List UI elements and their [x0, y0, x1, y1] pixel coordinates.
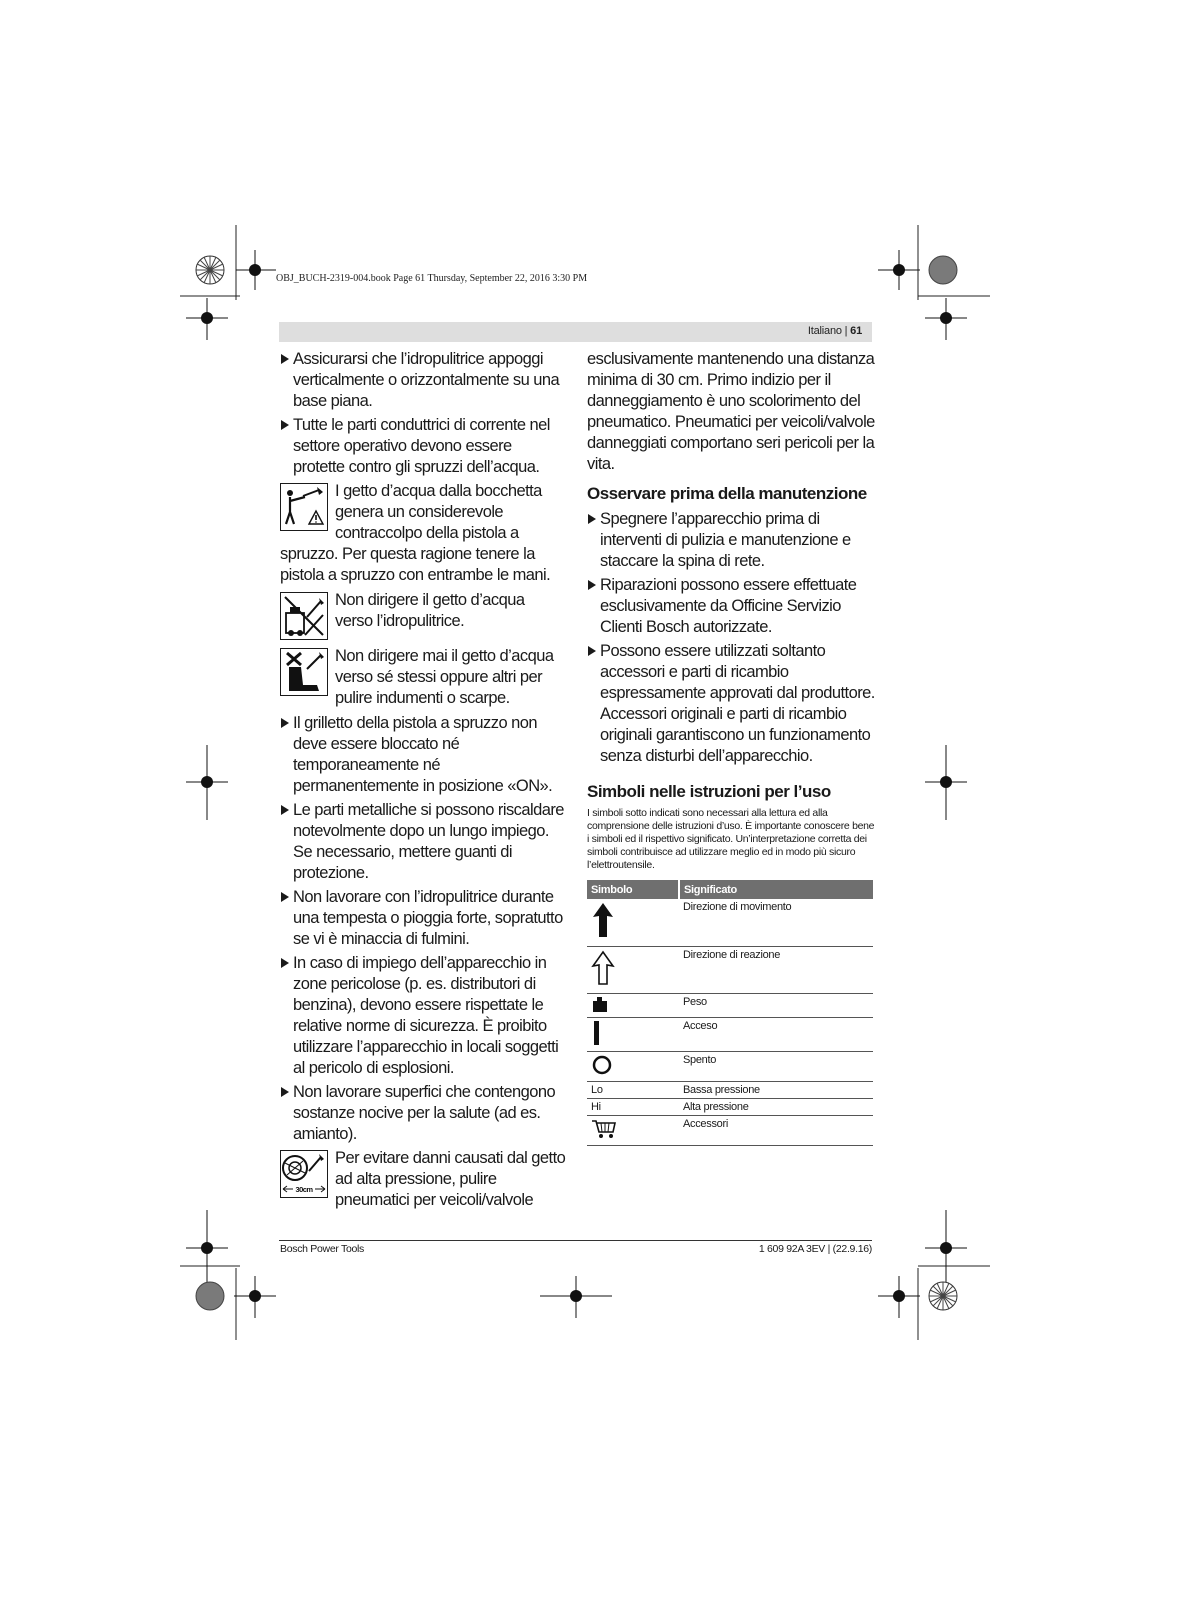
- list-item: Tutte le parti conduttrici di corrente nel settore operativo devono essere protette contro gli spruzzi dell’acqua.: [280, 415, 566, 478]
- bullet-triangle-icon: [281, 718, 289, 728]
- list-item: Non lavorare superfici che contengono sostanze nocive per la salute (ad es. amianto).: [280, 1082, 566, 1145]
- gray-target-bottom-left-icon: [196, 1282, 224, 1310]
- table-row: Peso: [587, 993, 873, 1017]
- list-item: Riparazioni possono essere effettuate esclusivamente da Officine Servizio Clienti Bosch autorizzate.: [587, 575, 877, 638]
- symbols-table: [587, 880, 873, 1146]
- tyre-distance-icon: [280, 1150, 328, 1198]
- maintenance-heading: Osservare prima della manutenzione: [587, 484, 867, 503]
- no-spray-device-paragraph: Non dirigere il getto d’acqua verso l’idropulitrice.: [280, 590, 566, 642]
- list-item: Possono essere utilizzati soltanto accessori e parti di ricambio espressamente approvati dal produttore. Accessori originali e parti di ricambio originali garantiscono un funzionamento senza disturbi dell’apparecchio.: [587, 641, 877, 767]
- table-row: Direzione di reazione: [587, 946, 873, 993]
- list-item: Le parti metalliche si possono riscaldare notevolmente dopo un lungo impiego. Se necessario, mettere guanti di protezione.: [280, 800, 566, 884]
- page-header: [279, 322, 872, 342]
- crosshair-top-right-icon: [878, 250, 920, 290]
- crosshair-left-upper-icon: [186, 298, 228, 340]
- bullet-triangle-icon: [588, 514, 596, 524]
- list-item: Il grilletto della pistola a spruzzo non deve essere bloccato né temporaneamente né permanentemente in posizione «ON».: [280, 713, 566, 797]
- tyre-distance-label: 30cm: [295, 1185, 313, 1194]
- tyre-distance-paragraph: 30cm Per evitare danni causati dal getto ad alta pressione, pulire pneumatici per veicoli/valvole: [280, 1148, 566, 1211]
- crosshair-right-upper-icon: [925, 298, 967, 340]
- crosshair-bottom-left-icon: [234, 1276, 276, 1318]
- list-item: Assicurarsi che l’idropulitrice appoggi verticalmente o orizzontalmente su una base piana.: [280, 349, 566, 412]
- power-on-icon: [591, 1020, 603, 1046]
- power-off-icon: [591, 1054, 613, 1076]
- crosshair-left-middle-icon: [186, 745, 228, 820]
- header-text: [808, 325, 862, 337]
- no-spray-at-people-icon: [280, 648, 328, 696]
- footer-rule: [279, 1240, 872, 1241]
- no-spray-people-paragraph: Non dirigere mai il getto d’acqua verso sé stessi oppure altri per pulire indumenti o scarpe.: [280, 646, 566, 709]
- weight-icon: [591, 996, 609, 1012]
- list-item: In caso di impiego dell’apparecchio in zone pericolose (p. es. distributori di benzina), devono essere rispettate le relative norme di sicurezza. È proibito utilizzare l’apparecchio in locali soggetti al pericolo di esplosioni.: [280, 953, 566, 1079]
- table-row: Acceso: [587, 1017, 873, 1051]
- bullet-triangle-icon: [588, 580, 596, 590]
- crosshair-left-lower-icon: [186, 1210, 228, 1285]
- table-row: Accessori: [587, 1115, 873, 1145]
- bullet-triangle-icon: [281, 1087, 289, 1097]
- table-header-meaning: Significato: [679, 880, 873, 899]
- footer-doc-number: 1 609 92A 3EV | (22.9.16): [758, 1243, 872, 1255]
- header-language: Italiano: [807, 325, 842, 337]
- recoil-warning-paragraph: I getto d’acqua dalla bocchetta genera un considerevole contraccolpo della pistola a spruzzo. Per questa ragione tenere la pistola a spruzzo con entrambe le mani.: [280, 482, 551, 584]
- table-header-symbol: Simbolo: [587, 880, 679, 899]
- star-target-bottom-right-icon: [929, 1282, 957, 1310]
- page-number: 61: [850, 325, 862, 337]
- star-target-top-left-icon: [196, 256, 224, 284]
- no-spray-at-device-icon: [280, 592, 328, 640]
- bullet-triangle-icon: [588, 646, 596, 656]
- list-item: Non lavorare con l’idropulitrice durante una tempesta o pioggia forte, sopratutto se vi è minaccia di fulmini.: [280, 887, 566, 950]
- table-row: Hi Alta pressione: [587, 1098, 873, 1115]
- symbols-intro: I simboli sotto indicati sono necessari alla lettura ed alla comprensione delle istruzioni d’uso. È importante conoscere bene i simboli ed il rispettivo significato. Un’interpretazione corretta dei simboli contribuisce ad utilizzare meglio ed in modo più sicuro l’elettroutensile.: [587, 807, 875, 871]
- bullet-triangle-icon: [281, 805, 289, 815]
- bullet-triangle-icon: [281, 892, 289, 902]
- crosshair-top-left-icon: [236, 250, 276, 290]
- crosshair-right-lower-icon: [925, 1210, 967, 1285]
- table-row: Spento: [587, 1051, 873, 1081]
- gray-target-top-right-icon: [929, 256, 957, 284]
- cart-icon: [591, 1118, 617, 1140]
- continuation-paragraph: esclusivamente mantenendo una distanza minima di 30 cm. Primo indizio per il danneggiamento è uno scolorimento del pneumatico. Pneumatici per veicoli/valvole danneggiati comportano seri pericoli per la vita.: [587, 350, 875, 473]
- crosshair-bottom-center-icon: [540, 1276, 612, 1318]
- list-item: Spegnere l’apparecchio prima di interventi di pulizia e manutenzione e staccare la spina di rete.: [587, 509, 877, 572]
- footer-publisher: Bosch Power Tools: [280, 1243, 365, 1255]
- recoil-warning-icon: [280, 483, 328, 531]
- arrow-up-outline-icon: [591, 949, 615, 987]
- header-separator: |: [841, 325, 851, 337]
- crosshair-bottom-right-icon: [878, 1276, 920, 1318]
- right-column: [587, 349, 877, 1146]
- bullet-triangle-icon: [281, 958, 289, 968]
- bullet-triangle-icon: [281, 354, 289, 364]
- table-row: Lo Bassa pressione: [587, 1081, 873, 1098]
- bullet-triangle-icon: [281, 420, 289, 430]
- left-column: [280, 349, 566, 1215]
- symbols-heading: Simboli nelle istruzioni per l’uso: [587, 782, 831, 801]
- table-row: Direzione di movimento: [587, 899, 873, 946]
- crosshair-right-middle-icon: [925, 745, 967, 820]
- arrow-up-filled-icon: [591, 901, 615, 939]
- print-slug: OBJ_BUCH-2319-004.book Page 61 Thursday, September 22, 2016 3:30 PM: [276, 273, 588, 284]
